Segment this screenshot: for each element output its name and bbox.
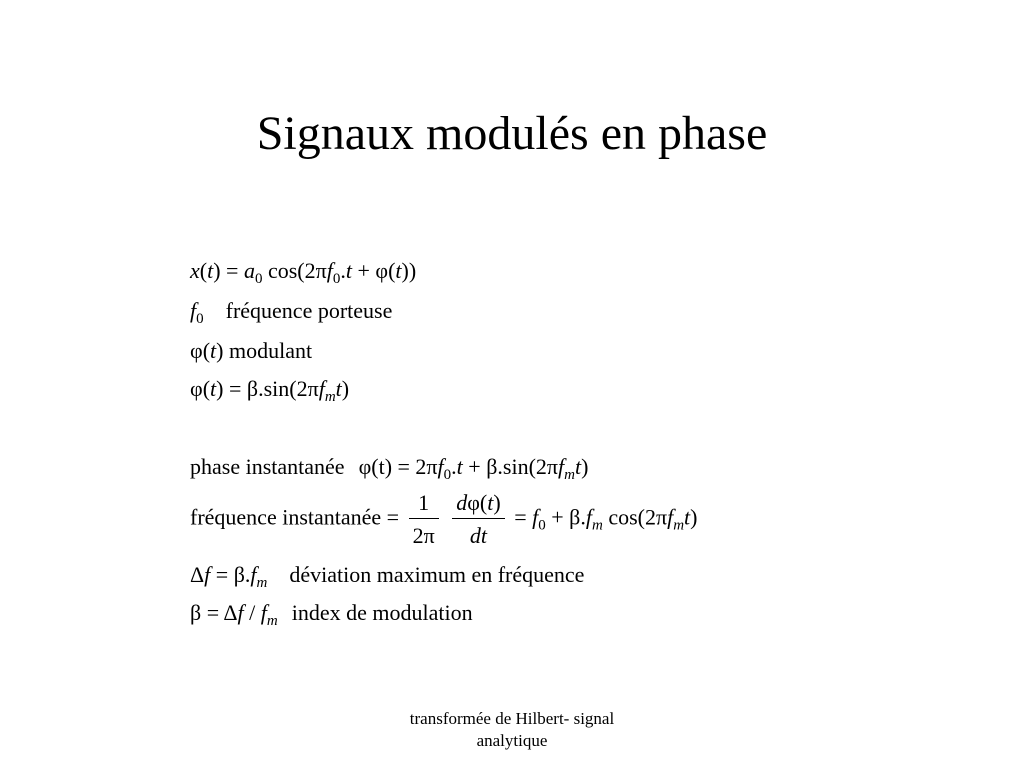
frequency-deviation-line: $\Delta f = \beta.f_m$ déviation maximum en fréquence (190, 562, 585, 591)
instantaneous-frequency-line: fréquence instantanée = $\frac{1}{2\pi}$ $\frac{d\varphi(t)}{dt}$ = $f_0 + \beta.f_m$ $\cos(2\pi f_mt)$ (190, 490, 698, 548)
carrier-frequency-label: fréquence porteuse (225, 298, 393, 323)
instantaneous-phase-line: phase instantanée $\varphi(t) = 2\pi f_0.t + \beta.\sin(2\pi f_mt)$ (190, 454, 589, 483)
carrier-frequency-line: $f_0$ fréquence porteuse (190, 298, 393, 327)
modulation-index-label: index de modulation (291, 600, 473, 625)
footer-line-2: analytique (476, 731, 548, 750)
phase-function-equation: $\varphi(t) = \beta.\sin(2\pi f_mt)$ (190, 376, 350, 405)
modulation-index-line: $\beta = \Delta f / f_m$ index de modulation (190, 600, 473, 629)
pm-signal-equation: $x(t) = a_0$ $\cos(2\pi f_0.t + \varphi(t))$ (190, 258, 417, 287)
frequency-deviation-label: déviation maximum en fréquence (289, 562, 585, 587)
instantaneous-frequency-label: fréquence instantanée (190, 504, 382, 530)
footer-line-1: transformée de Hilbert- signal (409, 709, 615, 728)
modulating-label: modulant (228, 338, 313, 363)
phase-derivative-fraction: $\frac{d\varphi(t)}{dt}$ (452, 490, 504, 549)
one-over-two-pi-fraction: $\frac{1}{2\pi}$ (409, 490, 439, 549)
slide-footer (382, 708, 642, 752)
instantaneous-phase-label: phase instantanée (190, 454, 345, 479)
modulating-signal-line: φ(t) modulant (190, 338, 313, 363)
slide-title: Signaux modulés en phase (256, 107, 768, 160)
